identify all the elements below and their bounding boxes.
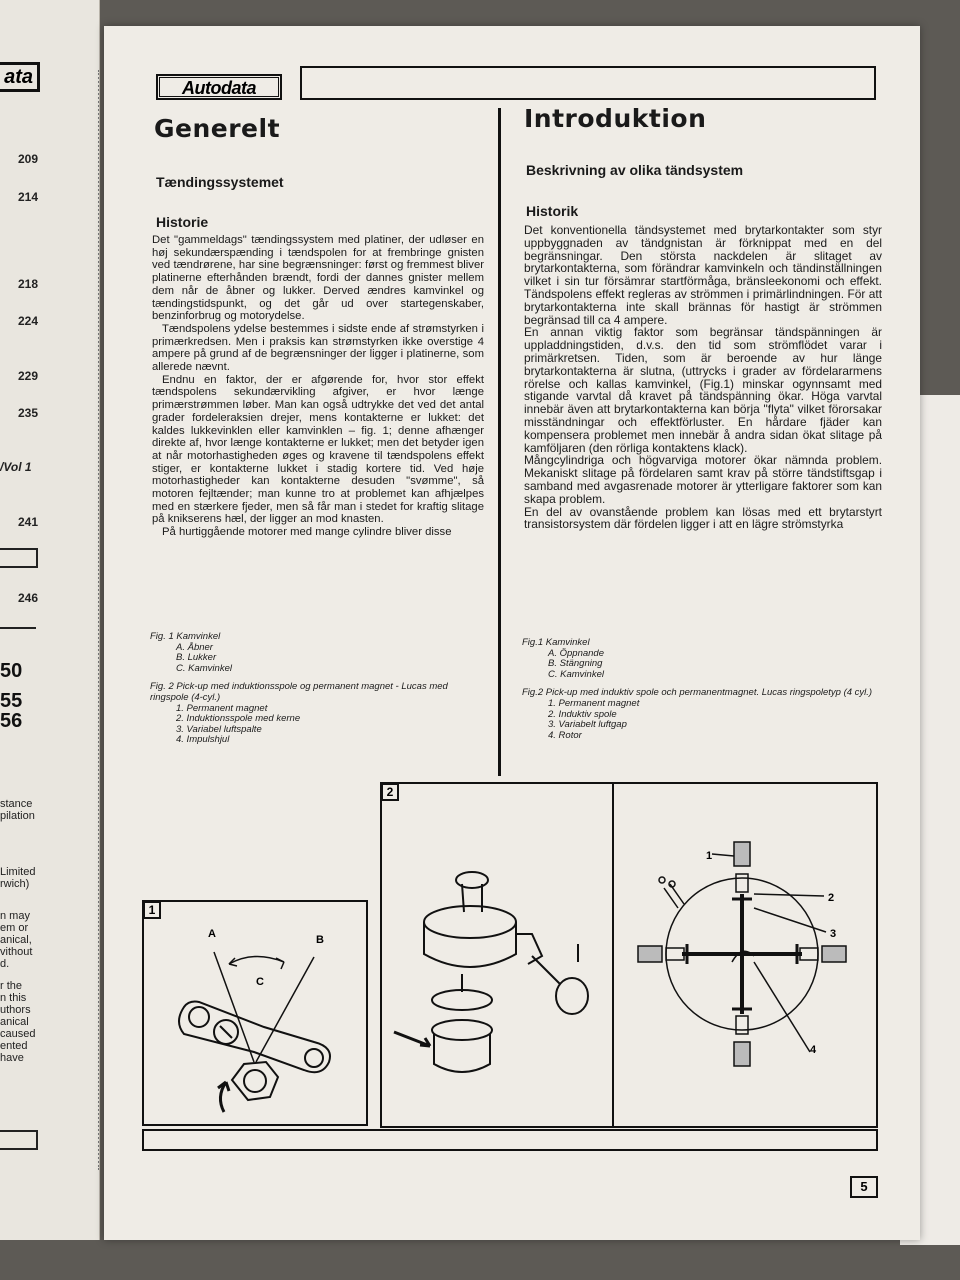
left-page-fragment: rwich) xyxy=(0,878,30,890)
left-page-fragment: em or xyxy=(0,922,29,934)
swedish-title: Introduktion xyxy=(524,104,707,133)
left-page-number: 209 xyxy=(18,152,39,166)
contact-breaker-drawing xyxy=(144,902,366,1124)
danish-subtitle: Tændingssystemet xyxy=(156,174,284,190)
figure-1-cam-angle xyxy=(142,900,368,1126)
swedish-fig1-item: C. Kamvinkel xyxy=(548,668,604,680)
danish-body xyxy=(152,234,484,539)
swedish-fig2-caption: Fig.2 Pick-up med induktiv spole och permanentmagnet. Lucas ringspoletyp (4 cyl.) xyxy=(522,687,873,699)
swedish-fig1-caption: Fig.1 Kamvinkel xyxy=(522,637,590,648)
figure-1-number: 1 xyxy=(143,901,161,919)
left-page-rule xyxy=(0,627,36,635)
left-page-fragment: stance xyxy=(0,798,33,810)
left-page-fragment: have xyxy=(0,1052,24,1064)
swedish-fig1-item: B. Stängning xyxy=(548,658,603,670)
swedish-paragraph: En del av ovanstående problem kan lösas med ett brytarstyrt transistorsystem där fördelen ligger i att en lägre strömstyrka xyxy=(524,504,882,532)
figure-1-label-a: A xyxy=(208,928,216,940)
left-page-fragment: n may xyxy=(0,910,30,922)
swedish-paragraph: Det konventionella tändsystemet med brytarkontakter som styr uppbyggnaden av tändgnistan är förknippat med en del begränsningar. Den största nackdelen är slitaget av brytarkontakterna, som förändrar kamvinkeln och tändinställningen vilket i sin tur försämrar startförmåga, bränsleekonomi och effekt. Tändspolens effekt regleras av strömmen i primärlindningen. För att brytarkontakterna inte skall brännas för hastigt är strömmen begränsad till ca 4 ampere. xyxy=(524,223,882,327)
left-page-number: 235 xyxy=(18,406,39,420)
swedish-paragraph: En annan viktig faktor som begränsar tändspänningen är uppladdningstiden, d.v.s. den tid som strömflödet varar i primärkretsen. Tiden, som är beroende av hur länge brytarkontakterna är slutna, (uttrycks i grader av fördelararmens rörelse och kallas kamvinkel, (Fig.1) minskar ogynnsamt med stigande varvtal då kravet på tändspänning ökar. Höga varvtal innebär även att brytarkontakterna kan börja "flyta" vilket förorsakar misständningar och effektförluster. En hårdare fjäder kan kompensera problemet men innebär å andra sidan ökat slitage på kamföljaren (den rörliga kontaktens klack). xyxy=(524,325,882,455)
swedish-fig2-item: 4. Rotor xyxy=(548,729,582,741)
left-facing-page xyxy=(0,0,100,1240)
manual-page xyxy=(104,26,920,1240)
danish-fig1-caption: Fig. 1 Kamvinkel xyxy=(150,631,221,642)
left-page-big-number: 55 xyxy=(0,690,23,712)
left-page-number: 214 xyxy=(18,190,39,204)
footer-bar xyxy=(142,1129,878,1151)
danish-title: Generelt xyxy=(154,114,281,143)
left-page-number: 241 xyxy=(18,515,39,529)
left-page-number: 218 xyxy=(18,277,39,291)
danish-fig1-item: A. Åbner xyxy=(176,641,213,653)
header-bar xyxy=(300,66,876,100)
left-page-big-number: 50 xyxy=(0,660,23,682)
left-page-fragment: Limited xyxy=(0,866,36,878)
column-divider xyxy=(498,108,501,776)
figure-2-callout-4: 4 xyxy=(810,1044,817,1056)
binding-spiral xyxy=(98,70,100,1170)
left-page-fragment: d. xyxy=(0,958,10,970)
danish-section-heading: Historie xyxy=(156,214,209,230)
left-page-number: 246 xyxy=(18,591,39,605)
pickup-schematic xyxy=(614,784,878,1126)
left-page-fragment: uthors xyxy=(0,1004,31,1016)
figure-1-label-c: C xyxy=(256,976,264,988)
danish-fig2-item: 3. Variabel luftspalte xyxy=(176,723,262,735)
swedish-subtitle: Beskrivning av olika tändsystem xyxy=(526,162,744,178)
figure-2-callout-1: 1 xyxy=(706,850,713,862)
left-page-box xyxy=(0,548,38,568)
swedish-fig1-item: A. Öppnande xyxy=(548,647,604,659)
danish-paragraph: Endnu en faktor, der er afgørende for, hvor stor effekt tændspolens sekundærvikling afgiver, er hvor længe primærstrømmen løber. Man kan også udtrykke det ved det antal grader fordeleraksien drejer, mens kontakterne er lukket: det kaldes lukkevinklen eller kamvinklen – fig. 1; denne afhænger direkte af, hvor længe kontakterne er lukket; men det betyder igen at når motorhastigheden øges og kravene til tændspolens effekt stiger, er kontakterne lukket i stadig kortere tid. Ved høje motorhastigheder kan kontakterne desuden "svømme", så motoren fejltænder; man kunne tro at problemet kan afhjælpes med en stærkere fjeder, men så får man i stedet for kraftig slitage på knikserens hæl, der ligger an mod knasten. xyxy=(152,373,484,526)
danish-paragraph: Det "gammeldags" tændingssystem med platiner, der udløser en høj sekundærspænding i tændspolen for at frembringe gnisten ved tændrørene, har sine begrænsninger: først og fremmest bliver platinerne efterhånden brændt, fordi der dannes gnister mellem dem når de åbner og lukker. Derved ændres kamvinkel og tændingstidspunkt, og det går ud over startegenskaber, benzinforbrug og motorydelse. xyxy=(152,234,484,323)
left-page-logo: ata xyxy=(0,62,40,92)
figure-2-pickup xyxy=(380,782,878,1128)
left-page-fragment: anical, xyxy=(0,934,32,946)
danish-fig1-item: B. Lukker xyxy=(176,652,217,664)
swedish-body xyxy=(524,224,882,531)
danish-fig1-item: C. Kamvinkel xyxy=(176,662,232,674)
danish-captions xyxy=(150,632,480,746)
swedish-captions xyxy=(522,638,884,741)
left-page-number: 224 xyxy=(18,314,39,328)
autodata-logo xyxy=(156,74,282,100)
left-page-fragment: r the xyxy=(0,980,23,992)
left-page-box xyxy=(0,1130,38,1150)
left-page-fragment: caused xyxy=(0,1028,36,1040)
left-page-big-number: 56 xyxy=(0,710,23,732)
swedish-fig2-item: 3. Variabelt luftgap xyxy=(548,719,627,731)
danish-fig2-item: 2. Induktionsspole med kerne xyxy=(176,713,301,725)
left-page-number: /Vol 1 xyxy=(0,460,32,474)
autodata-logo-text: Autodata xyxy=(159,77,279,97)
swedish-section-heading: Historik xyxy=(526,203,579,219)
left-page-fragment: n this xyxy=(0,992,27,1004)
left-page-fragment: anical xyxy=(0,1016,29,1028)
left-page-fragment: pilation xyxy=(0,810,35,822)
danish-fig2-item: 1. Permanent magnet xyxy=(176,702,268,714)
figure-2-number: 2 xyxy=(381,783,399,801)
swedish-fig2-item: 2. Induktiv spole xyxy=(548,708,617,720)
danish-fig2-caption: Fig. 2 Pick-up med induktionsspole og permanent magnet - Lucas med ringspole (4-cyl.) xyxy=(150,681,448,703)
left-page-number: 229 xyxy=(18,369,39,383)
page-number: 5 xyxy=(850,1176,878,1198)
danish-paragraph: Tændspolens ydelse bestemmes i sidste ende af strømstyrken i primærkredsen. Men i praksis kan strømstyrken ikke overstige 4 ampere på grund af de begrænsninger der ligger i platinerne, som allerede nævnt. xyxy=(152,322,484,374)
figure-2-callout-3: 3 xyxy=(830,928,837,940)
danish-paragraph: På hurtiggående motorer med mange cylindre bliver disse xyxy=(162,526,452,539)
left-page-fragment: vithout xyxy=(0,946,33,958)
swedish-paragraph: Mångcylindriga och högvarviga motorer ökar nämnda problem. Mekaniskt slitage på fördelaren samt krav på större tändstiftsgap i samband med avgasrenade motorer är ytterligare faktorer som kan skapa problem. xyxy=(524,453,882,506)
left-page-fragment: ented xyxy=(0,1040,28,1052)
swedish-fig2-item: 1. Permanent magnet xyxy=(548,697,640,709)
distributor-drawing xyxy=(382,784,612,1126)
figure-2-callout-2: 2 xyxy=(828,892,835,904)
danish-fig2-item: 4. Impulshjul xyxy=(176,734,230,746)
figure-1-label-b: B xyxy=(316,934,324,946)
